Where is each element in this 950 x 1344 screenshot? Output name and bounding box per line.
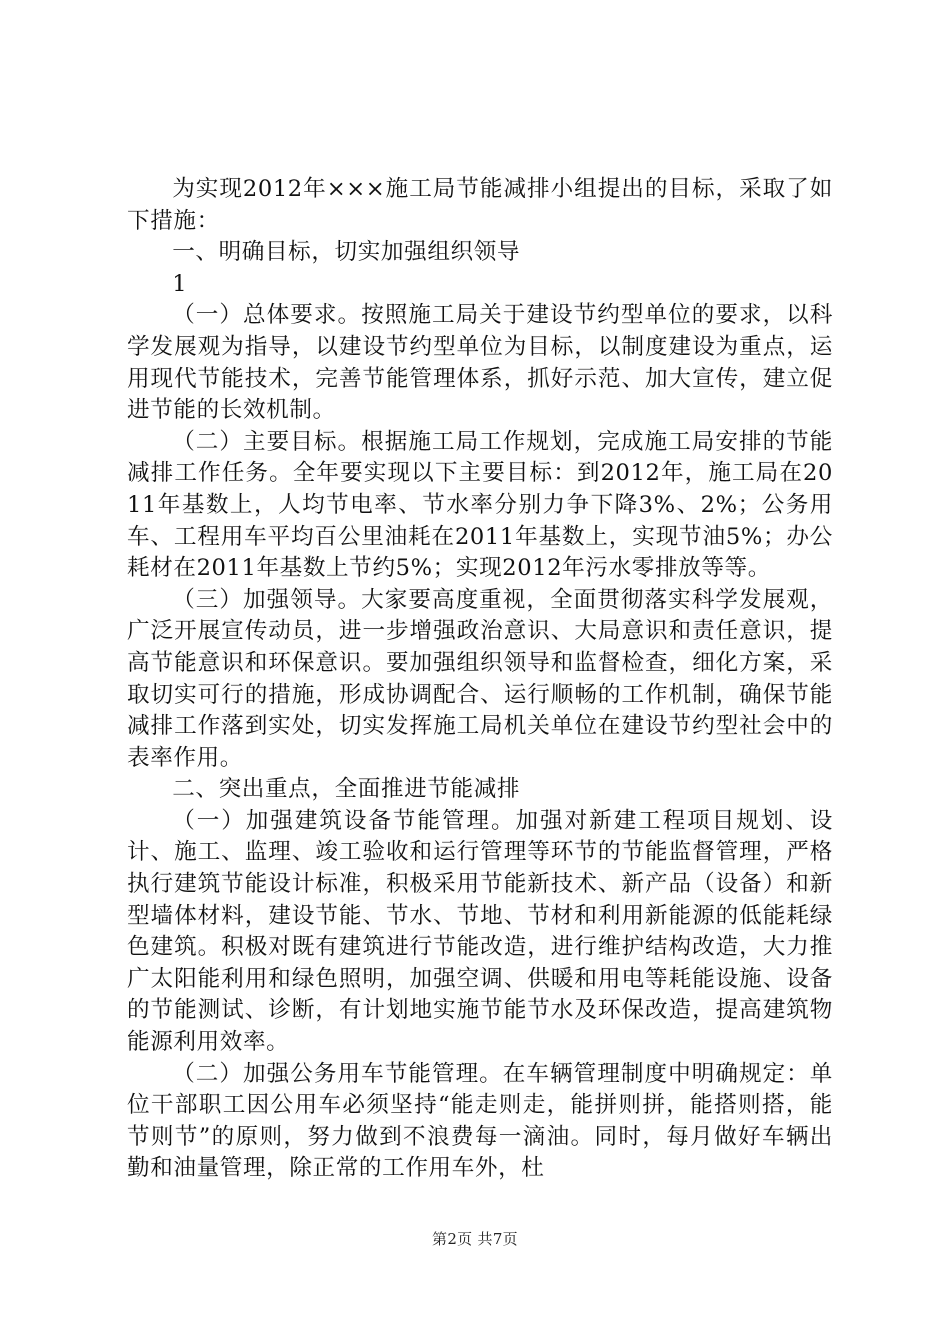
paragraph-official-vehicles: （二）加强公务用车节能管理。在车辆管理制度中明确规定：单位干部职工因公用车必须坚持“能走则走，能拼则拼，能搭则搭，能节则节”的原则，努力做到不浪费每一滴油。同时，每月做好车辆出勤和油量管理，除正常的工作用车外，杜 [127, 1060, 833, 1182]
paragraph-building-equipment: （一）加强建筑设备节能管理。加强对新建工程项目规划、设计、施工、监理、竣工验收和运行管理等环节的节能监督管理，严格执行建筑节能设计标准，积极采用节能新技术、新产品（设备）和新型墙体材料，建设节能、节水、节地、节材和利用新能源的低能耗绿色建筑。积极对既有建筑进行节能改造，进行维护结构改造，大力推广太阳能利用和绿色照明，加强空调、供暖和用电等耗能设施、设备的节能测试、诊断，有计划地实施节能节水及环保改造，提高建筑物能源利用效率。 [127, 807, 833, 1056]
paragraph-strengthen-leadership: （三）加强领导。大家要高度重视，全面贯彻落实科学发展观，广泛开展宣传动员，进一步增强政治意识、大局意识和责任意识，提高节能意识和环保意识。要加强组织领导和监督检查，细化方案，采取切实可行的措施，形成协调配合、运行顺畅的工作机制，确保节能减排工作落到实处，切实发挥施工局机关单位在建设节约型社会中的表率作用。 [127, 586, 833, 771]
paragraph-main-targets: （二）主要目标。根据施工局工作规划，完成施工局安排的节能减排工作任务。全年要实现以下主要目标：到2012年，施工局在2011年基数上，人均节电率、节水率分别力争下降3%、2%；公务用车、工程用车平均百公里油耗在2011年基数上，实现节油5%；办公耗材在2011年基数上节约5%；实现2012年污水零排放等等。 [127, 428, 833, 582]
section-heading-2: 二、突出重点，全面推进节能减排 [172, 776, 521, 803]
intro-paragraph: 为实现2012年×××施工局节能减排小组提出的目标，采取了如下措施： [127, 176, 833, 234]
document-body [127, 174, 833, 1185]
section-heading-1: 一、明确目标，切实加强组织领导 [172, 239, 521, 266]
page-footer: 第2页 共7页 [432, 1230, 518, 1248]
section-number: 1 [172, 270, 188, 297]
paragraph-overall-requirements: （一）总体要求。按照施工局关于建设节约型单位的要求，以科学发展观为指导，以建设节约型单位为目标，以制度建设为重点，运用现代节能技术，完善节能管理体系，抓好示范、加大宣传，建立促进节能的长效机制。 [127, 302, 833, 424]
